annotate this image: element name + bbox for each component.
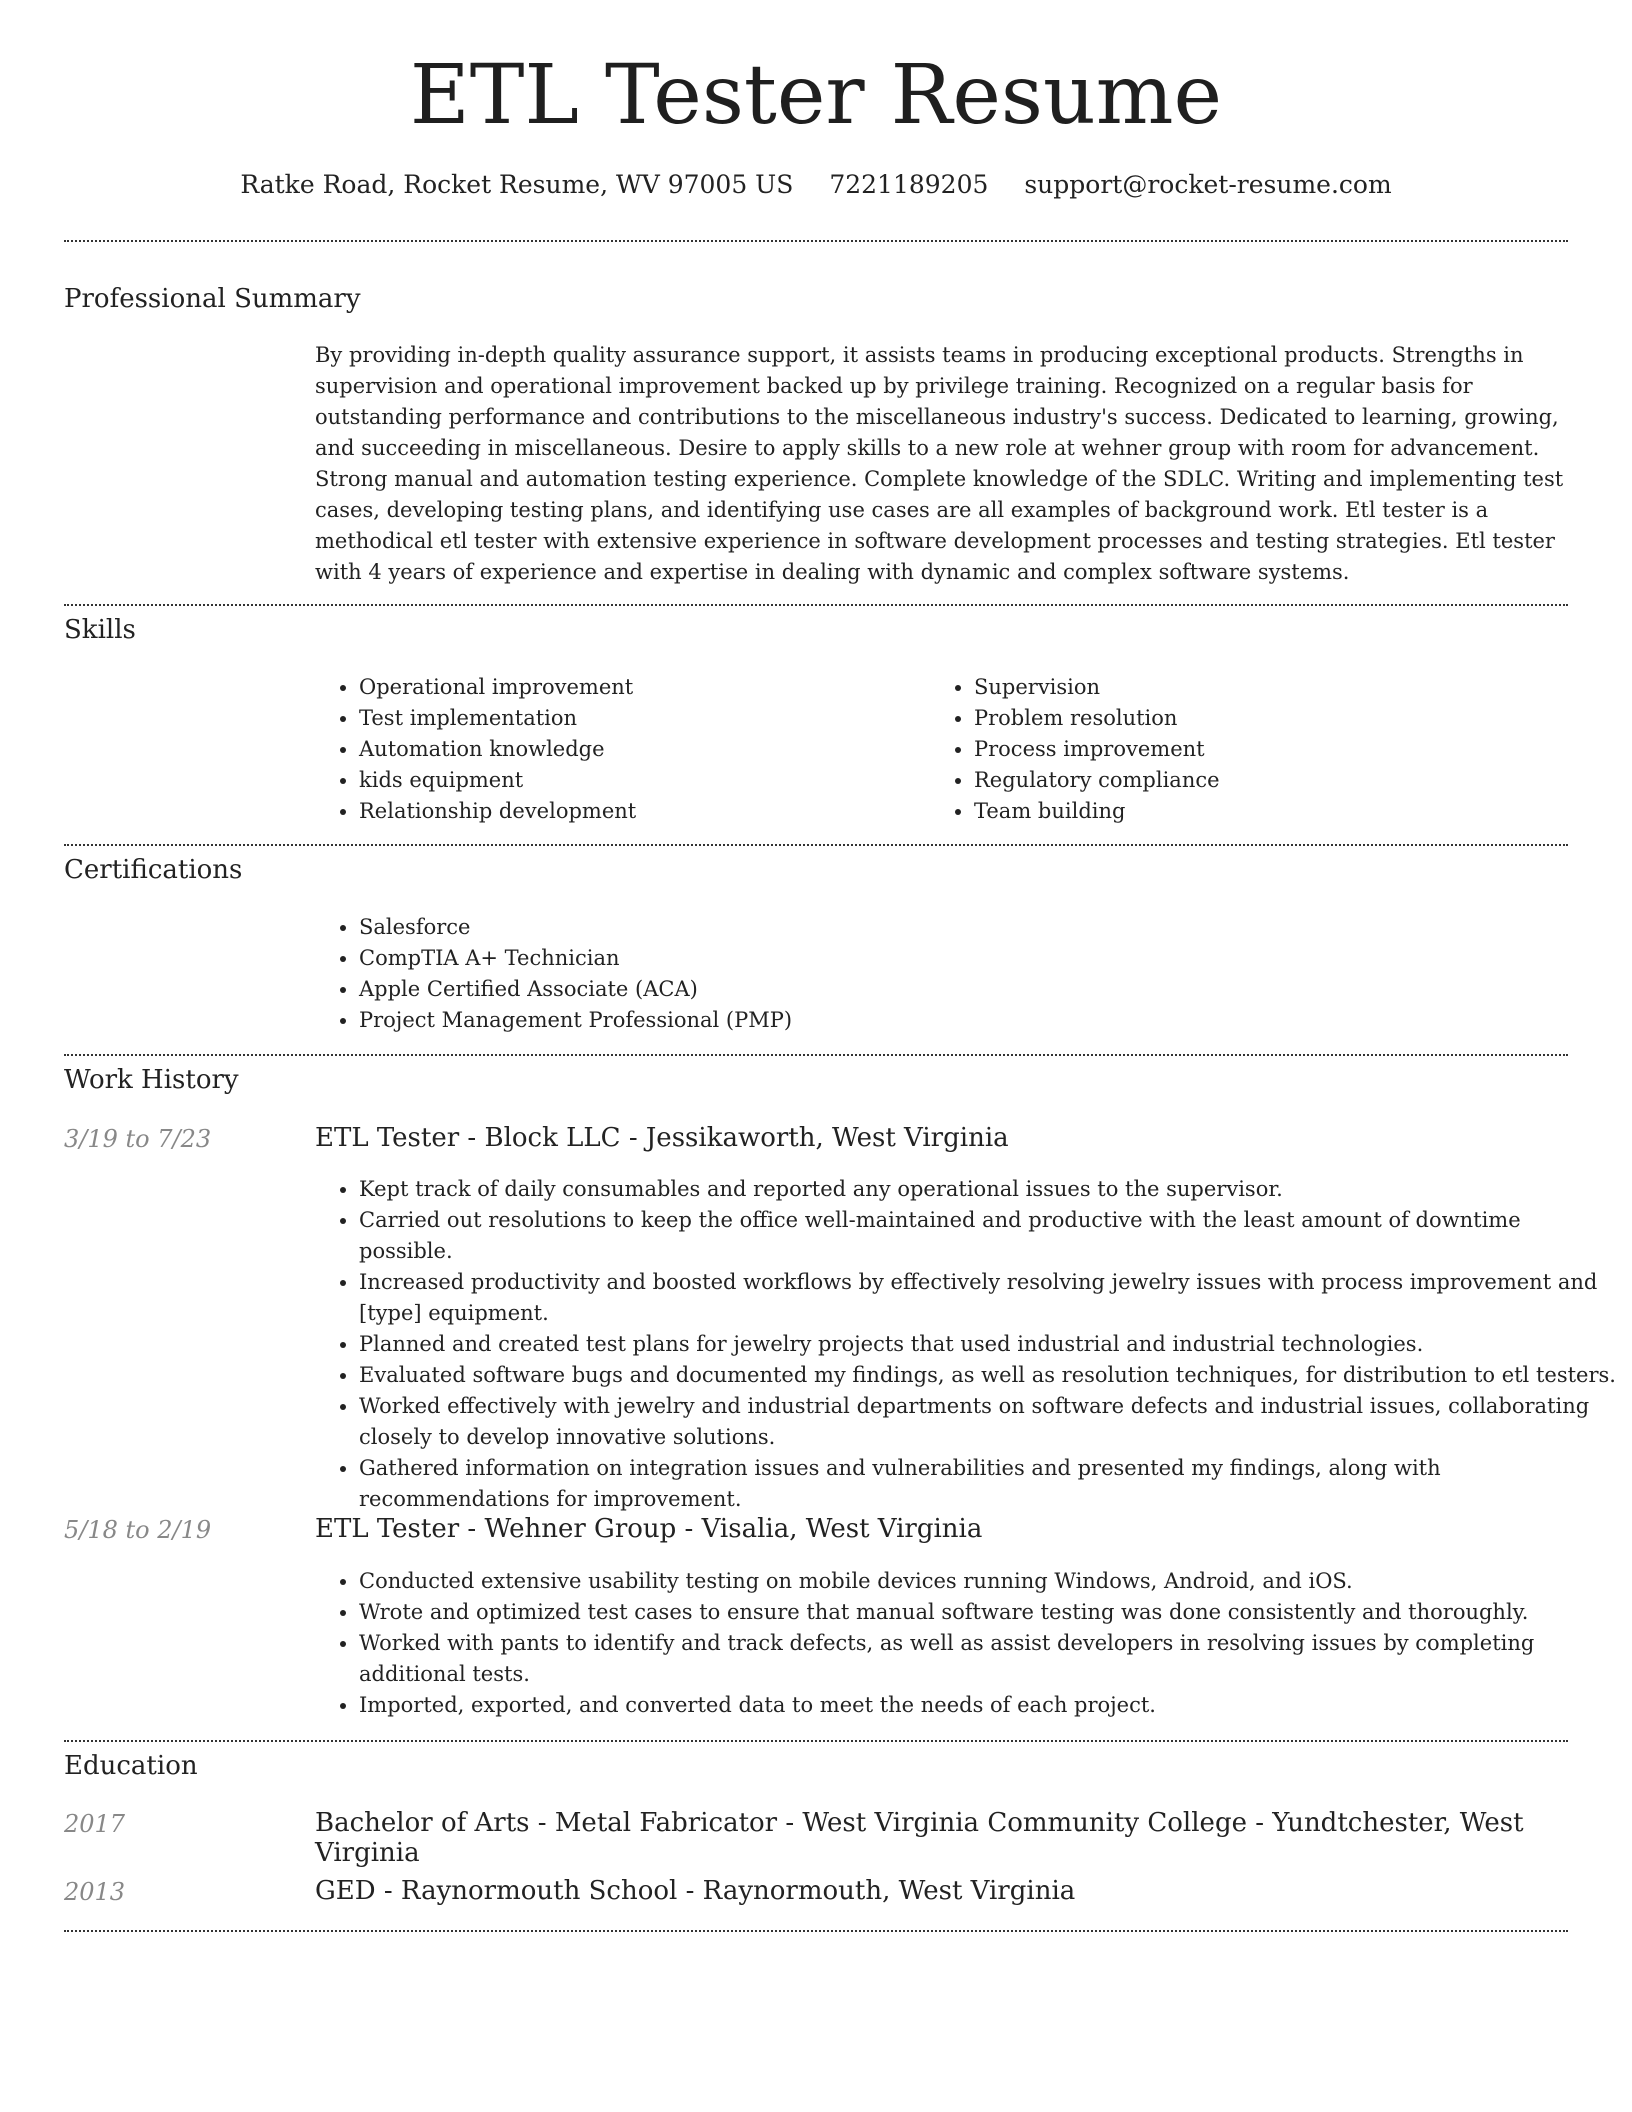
job-bullet: • Evaluated software bugs and documented my findings, as well as resolution techniques, for distribution to etl testers. xyxy=(359,1360,1617,1391)
job-title: ETL Tester - Block LLC - Jessikaworth, West Virginia xyxy=(315,1123,1009,1153)
job-bullets xyxy=(315,1566,1617,1721)
divider xyxy=(64,844,1568,846)
skill-item: • Relationship development xyxy=(359,796,959,827)
skill-item: • Supervision xyxy=(974,672,1574,703)
certification-item: • CompTIA A+ Technician xyxy=(359,943,1159,974)
job-bullet: • Kept track of daily consumables and reported any operational issues to the supervisor. xyxy=(359,1174,1617,1205)
contact-address: Ratke Road, Rocket Resume, WV 97005 US xyxy=(240,170,794,199)
skills-list-right xyxy=(930,672,1574,827)
job-bullet: • Planned and created test plans for jewelry projects that used industrial and industrial technologies. xyxy=(359,1329,1617,1360)
education-title: GED - Raynormouth School - Raynormouth, West Virginia xyxy=(315,1876,1076,1906)
skill-item: • kids equipment xyxy=(359,765,959,796)
divider xyxy=(64,604,1568,606)
job-dates: 3/19 to 7/23 xyxy=(64,1125,212,1153)
section-title-summary: Professional Summary xyxy=(64,284,361,314)
job-bullet: • Imported, exported, and converted data to meet the needs of each project. xyxy=(359,1690,1617,1721)
summary-text: By providing in-depth quality assurance support, it assists teams in producing exceptional products. Strengths in supervision and operational improvement backed up by privilege training. Recognized on a regular basis for outstanding performance and contributions to the miscellaneous industry's success. Dedicated to learning, growing, and succeeding in miscellaneous. Desire to apply skills to a new role at wehner group with room for advancement. Strong manual and automation testing experience. Complete knowledge of the SDLC. Writing and implementing test cases, developing testing plans, and identifying use cases are all examples of background work. Etl tester is a methodical etl tester with extensive experience in software development processes and testing strategies. Etl tester with 4 years of experience and expertise in dealing with dynamic and complex software systems. xyxy=(315,343,1564,584)
skill-item: • Problem resolution xyxy=(974,703,1574,734)
section-title-skills: Skills xyxy=(64,615,136,645)
certification-item: • Apple Certified Associate (ACA) xyxy=(359,974,1159,1005)
skill-item: • Automation knowledge xyxy=(359,734,959,765)
skills-list-left xyxy=(315,672,959,827)
job-bullet: • Wrote and optimized test cases to ensure that manual software testing was done consistently and thoroughly. xyxy=(359,1597,1617,1628)
skill-item: • Team building xyxy=(974,796,1574,827)
education-year: 2017 xyxy=(64,1810,126,1838)
resume-title: ETL Tester Resume xyxy=(409,48,1223,143)
certifications-list xyxy=(315,912,1159,1036)
section-title-certifications: Certifications xyxy=(64,855,243,885)
contact-phone: 7221189205 xyxy=(829,170,989,199)
skill-item: • Test implementation xyxy=(359,703,959,734)
job-bullet: • Worked effectively with jewelry and industrial departments on software defects and industrial issues, collaborating closely to develop innovative solutions. xyxy=(359,1391,1617,1453)
job-bullet: • Increased productivity and boosted workflows by effectively resolving jewelry issues with process improvement and [type] equipment. xyxy=(359,1267,1617,1329)
divider xyxy=(64,1930,1568,1932)
job-bullet: • Gathered information on integration issues and vulnerabilities and presented my findings, along with recommendations for improvement. xyxy=(359,1453,1617,1515)
job-bullet: • Carried out resolutions to keep the office well-maintained and productive with the least amount of downtime possible. xyxy=(359,1205,1617,1267)
certification-item: • Project Management Professional (PMP) xyxy=(359,1005,1159,1036)
contact-email: support@rocket-resume.com xyxy=(1024,170,1392,199)
divider xyxy=(64,1740,1568,1742)
divider xyxy=(64,240,1568,242)
job-bullet: • Conducted extensive usability testing on mobile devices running Windows, Android, and iOS. xyxy=(359,1566,1617,1597)
education-title: Bachelor of Arts - Metal Fabricator - West Virginia Community College - Yundtchester, West Virginia xyxy=(315,1808,1524,1868)
skill-item: • Operational improvement xyxy=(359,672,959,703)
education-year: 2013 xyxy=(64,1878,126,1906)
contact-line xyxy=(0,170,1632,199)
job-dates: 5/18 to 2/19 xyxy=(64,1516,212,1544)
certification-item: • Salesforce xyxy=(359,912,1159,943)
job-bullet: • Worked with pants to identify and track defects, as well as assist developers in resolving issues by completing additional tests. xyxy=(359,1628,1617,1690)
skill-item: • Process improvement xyxy=(974,734,1574,765)
divider xyxy=(64,1054,1568,1056)
section-title-education: Education xyxy=(64,1751,198,1781)
section-title-work-history: Work History xyxy=(64,1065,239,1095)
job-bullets xyxy=(315,1174,1617,1515)
skill-item: • Regulatory compliance xyxy=(974,765,1574,796)
job-title: ETL Tester - Wehner Group - Visalia, West Virginia xyxy=(315,1514,983,1544)
